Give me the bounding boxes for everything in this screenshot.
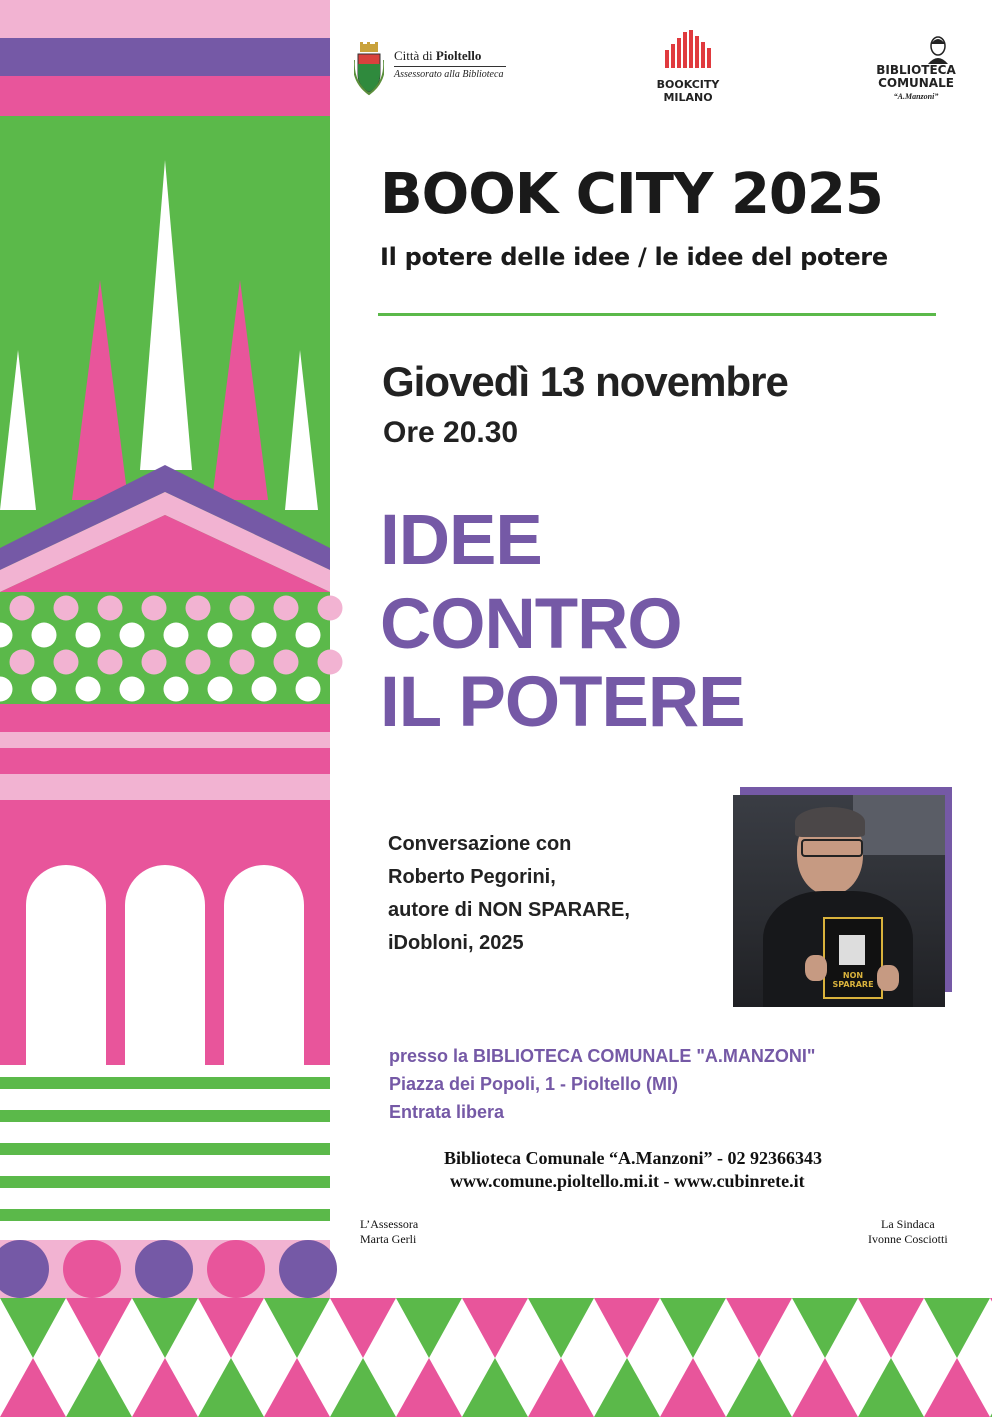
event-title-line-3: IL POTERE: [380, 663, 745, 742]
polka-dot: [54, 596, 79, 621]
author-hair: [795, 807, 865, 837]
event-series-subtitle: Il potere delle idee / le idee del potere: [380, 243, 888, 271]
header-divider: [378, 313, 936, 316]
triangle-up: [462, 1358, 528, 1417]
triangle-up: [594, 1358, 660, 1417]
polka-dot: [274, 596, 299, 621]
polka-dot: [164, 677, 189, 702]
description-line-3: autore di NON SPARARE,: [388, 899, 630, 921]
venue-address: Piazza dei Popoli, 1 - Pioltello (MI): [389, 1074, 679, 1094]
polka-dot: [164, 623, 189, 648]
triangle-up: [726, 1358, 792, 1417]
biblioteca-logo-line2: COMUNALE: [878, 76, 954, 90]
band-circle: [279, 1240, 337, 1298]
contact-phone: Biblioteca Comunale “A.Manzoni” - 02 92366343: [444, 1148, 822, 1168]
polka-dot: [54, 650, 79, 675]
polka-dot: [142, 596, 167, 621]
triangle-up: [396, 1358, 462, 1417]
coat-of-arms-icon: [354, 42, 384, 96]
signature-left-role: L’Assessora: [360, 1217, 419, 1231]
held-book: [823, 917, 883, 999]
event-date: Giovedì 13 novembre: [382, 358, 788, 405]
bookcity-logo-line1: BOOKCITY: [656, 78, 720, 91]
polka-dot: [252, 623, 277, 648]
triangle-up: [858, 1358, 924, 1417]
band-circle: [207, 1240, 265, 1298]
polka-dot: [10, 596, 35, 621]
triangle-up: [198, 1358, 264, 1417]
triangle-up: [264, 1358, 330, 1417]
triangle-down: [858, 1298, 924, 1358]
author-right-hand: [877, 965, 899, 991]
triangle-down: [132, 1298, 198, 1358]
author-glasses: [801, 839, 863, 857]
polka-dot: [76, 623, 101, 648]
triangle-down: [462, 1298, 528, 1358]
polka-dot: [230, 596, 255, 621]
polka-dot: [186, 650, 211, 675]
polka-dot: [120, 677, 145, 702]
triangle-down: [330, 1298, 396, 1358]
book-cover-window: [839, 935, 865, 965]
polka-dot: [76, 677, 101, 702]
triangle-down: [726, 1298, 792, 1358]
triangle-up: [330, 1358, 396, 1417]
polka-dot: [296, 623, 321, 648]
polka-dot: [120, 623, 145, 648]
event-series-title: BOOK CITY 2025: [380, 162, 883, 227]
green-stripe: [0, 1077, 330, 1089]
signature-left-name: Marta Gerli: [360, 1232, 417, 1246]
triangle-down: [528, 1298, 594, 1358]
bookcity-logo: [648, 30, 728, 106]
biblioteca-logo: [870, 36, 962, 106]
pioltello-subtitle: Assessorato alla Biblioteca: [394, 69, 504, 80]
triangle-up: [66, 1358, 132, 1417]
polka-dot: [318, 596, 343, 621]
held-book-title: NON SPARARE: [832, 971, 874, 989]
green-stripe: [0, 1176, 330, 1188]
triangle-down: [594, 1298, 660, 1358]
event-title-line-2: CONTRO: [380, 585, 682, 664]
triangle-down: [0, 1298, 66, 1358]
band-circle: [135, 1240, 193, 1298]
triangle-down: [198, 1298, 264, 1358]
polka-dot: [274, 650, 299, 675]
polka-dot: [186, 596, 211, 621]
manzoni-portrait-icon: [926, 36, 950, 64]
pioltello-rule: [394, 66, 506, 67]
triangle-down: [792, 1298, 858, 1358]
signature-left: [360, 1217, 418, 1247]
polka-dot: [32, 677, 57, 702]
bookcity-logo-line2: MILANO: [663, 91, 713, 104]
polka-dot: [252, 677, 277, 702]
triangle-up: [0, 1358, 66, 1417]
polka-dot: [32, 623, 57, 648]
biblioteca-logo-line1: BIBLIOTECA: [876, 63, 956, 77]
band-circle: [63, 1240, 121, 1298]
green-stripe: [0, 1143, 330, 1155]
contact-websites: www.comune.pioltello.mi.it - www.cubinrete.it: [450, 1171, 805, 1191]
polka-dot: [208, 623, 233, 648]
description-line-2: Roberto Pegorini,: [388, 866, 556, 888]
polka-dot: [318, 650, 343, 675]
triangle-down: [660, 1298, 726, 1358]
description-line-1: Conversazione con: [388, 833, 572, 855]
description-line-4: iDobloni, 2025: [388, 932, 524, 954]
event-time: Ore 20.30: [383, 416, 519, 449]
polka-dot: [208, 677, 233, 702]
pioltello-logo: [354, 42, 514, 100]
author-left-hand: [805, 955, 827, 981]
triangle-down: [66, 1298, 132, 1358]
signature-right: [868, 1217, 948, 1247]
polka-dot: [142, 650, 167, 675]
biblioteca-logo-line3: “A.Manzoni”: [893, 92, 939, 101]
polka-dot: [296, 677, 321, 702]
triangle-up: [660, 1358, 726, 1417]
event-title-line-1: IDEE: [380, 501, 542, 580]
triangle-down: [264, 1298, 330, 1358]
polka-dot: [10, 650, 35, 675]
signature-right-name: Ivonne Cosciotti: [868, 1232, 948, 1246]
pioltello-name: Pioltello: [435, 48, 482, 63]
triangle-up: [528, 1358, 594, 1417]
green-stripe: [0, 1209, 330, 1221]
triangle-up: [924, 1358, 990, 1417]
bookcity-skyline-icon: [663, 30, 713, 68]
venue-entry: Entrata libera: [389, 1102, 505, 1122]
triangle-up: [792, 1358, 858, 1417]
triangle-down: [924, 1298, 990, 1358]
pioltello-prefix: Città di: [394, 48, 433, 63]
polka-dot: [98, 650, 123, 675]
triangle-up: [132, 1358, 198, 1417]
polka-dot: [230, 650, 255, 675]
polka-dot: [98, 596, 123, 621]
green-stripe: [0, 1110, 330, 1122]
triangle-down: [396, 1298, 462, 1358]
author-photo: [733, 795, 945, 1007]
photo-background-panel: [853, 795, 945, 855]
signature-right-role: La Sindaca: [881, 1217, 935, 1231]
venue-line-1: presso la BIBLIOTECA COMUNALE "A.MANZONI": [389, 1046, 816, 1066]
